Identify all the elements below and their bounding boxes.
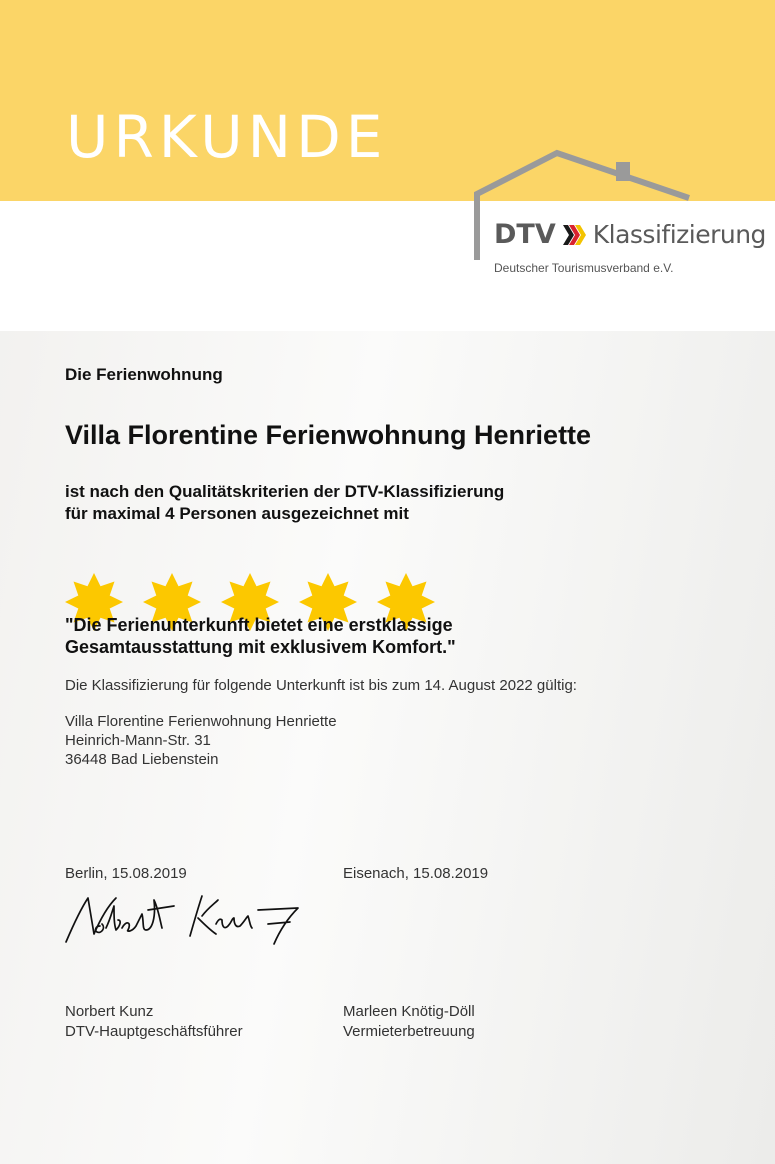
accommodation-type: Die Ferienwohnung (65, 365, 223, 384)
address-line-1: Villa Florentine Ferienwohnung Henriette (65, 713, 337, 730)
handwritten-signature (62, 890, 307, 948)
place-date-left: Berlin, 15.08.2019 (65, 865, 187, 882)
logo-brand: DTV (494, 219, 556, 250)
logo-name: Klassifizierung (592, 220, 766, 249)
property-address (65, 712, 337, 769)
place-date-right: Eisenach, 15.08.2019 (343, 865, 489, 882)
criteria-line-2: für maximal 4 Personen ausgezeichnet mit (65, 504, 409, 523)
signer-right-name: Marleen Knötig-Döll (343, 1003, 475, 1020)
property-name: Villa Florentine Ferienwohnung Henriette (65, 420, 592, 450)
quote-line-1: "Die Ferienunterkunft bietet eine erstklassige (65, 615, 453, 635)
signer-left-name: Norbert Kunz (65, 1003, 154, 1020)
logo-subtitle: Deutscher Tourismusverband e.V. (494, 261, 674, 275)
address-line-2: Heinrich-Mann-Str. 31 (65, 732, 211, 749)
signer-left (65, 1002, 243, 1042)
page-title: URKUNDE (66, 103, 388, 171)
rating-quote (65, 614, 456, 658)
validity-statement: Die Klassifizierung für folgende Unterkunft ist bis zum 14. August 2022 gültig: (65, 677, 577, 694)
address-line-3: 36448 Bad Liebenstein (65, 751, 219, 768)
house-roof-icon (474, 148, 704, 268)
signer-right (343, 1002, 475, 1042)
criteria-text (65, 481, 504, 525)
chevrons-icon (562, 222, 588, 248)
criteria-line-1: ist nach den Qualitätskriterien der DTV-Klassifizierung (65, 482, 505, 501)
dtv-logo (474, 148, 766, 283)
signer-right-role: Vermieterbetreuung (343, 1023, 475, 1040)
signer-left-role: DTV-Hauptgeschäftsführer (65, 1023, 243, 1040)
quote-line-2: Gesamtausstattung mit exklusivem Komfort." (65, 637, 456, 657)
